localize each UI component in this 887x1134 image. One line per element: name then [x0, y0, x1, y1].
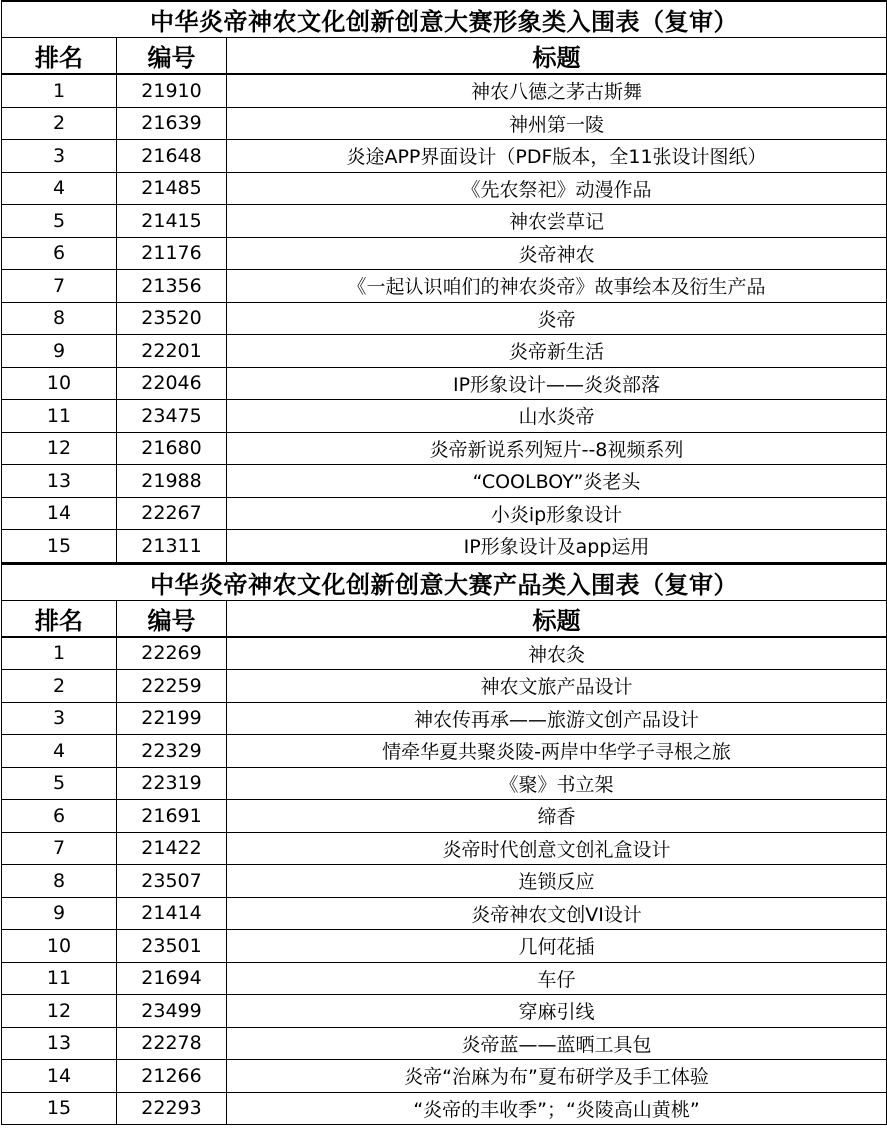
- cell-title: 神农尝草记: [227, 205, 887, 238]
- cell-id: 21415: [117, 205, 227, 238]
- cell-rank: 13: [2, 1027, 117, 1060]
- table-title: 中华炎帝神农文化创新创意大赛产品类入围表（复审）: [2, 564, 887, 601]
- table-row: [2, 1027, 887, 1060]
- table-row: [2, 205, 887, 238]
- table-row: [2, 637, 887, 670]
- image-category-table: [1, 0, 887, 563]
- cell-title: 《聚》书立架: [227, 767, 887, 800]
- cell-title: IP形象设计及app运用: [227, 530, 887, 563]
- cell-rank: 15: [2, 1092, 117, 1125]
- table-row: [2, 497, 887, 530]
- cell-title: “COOLBOY”炎老头: [227, 465, 887, 498]
- cell-title: 神农八德之茅古斯舞: [227, 74, 887, 107]
- table-row: [2, 865, 887, 898]
- product-category-table: [1, 563, 887, 1126]
- cell-title: 炎帝“治麻为布”夏布研学及手工体验: [227, 1060, 887, 1093]
- cell-title: 炎帝蓝——蓝晒工具包: [227, 1027, 887, 1060]
- cell-title: 炎途APP界面设计（PDF版本，全11张设计图纸）: [227, 140, 887, 173]
- cell-rank: 7: [2, 832, 117, 865]
- cell-rank: 1: [2, 637, 117, 670]
- cell-id: 21639: [117, 107, 227, 140]
- table-header-row: [2, 38, 887, 75]
- cell-title: 炎帝: [227, 302, 887, 335]
- cell-id: 23475: [117, 400, 227, 433]
- table-row: [2, 930, 887, 963]
- cell-rank: 4: [2, 172, 117, 205]
- table-row: [2, 237, 887, 270]
- table-header-row: [2, 600, 887, 637]
- cell-rank: 10: [2, 367, 117, 400]
- cell-rank: 6: [2, 237, 117, 270]
- cell-id: 21648: [117, 140, 227, 173]
- table-row: [2, 530, 887, 563]
- cell-title: 车仔: [227, 962, 887, 995]
- cell-title: 炎帝新生活: [227, 335, 887, 368]
- cell-title: 山水炎帝: [227, 400, 887, 433]
- table-row: [2, 1092, 887, 1125]
- header-id: 编号: [117, 38, 227, 75]
- header-id: 编号: [117, 600, 227, 637]
- table-row: [2, 270, 887, 303]
- cell-rank: 3: [2, 702, 117, 735]
- cell-id: 22278: [117, 1027, 227, 1060]
- cell-rank: 12: [2, 995, 117, 1028]
- table-row: [2, 335, 887, 368]
- cell-id: 22201: [117, 335, 227, 368]
- cell-rank: 12: [2, 432, 117, 465]
- cell-title: 《先农祭祀》动漫作品: [227, 172, 887, 205]
- cell-id: 22267: [117, 497, 227, 530]
- cell-id: 23499: [117, 995, 227, 1028]
- cell-rank: 2: [2, 107, 117, 140]
- cell-title: 神农灸: [227, 637, 887, 670]
- table-row: [2, 140, 887, 173]
- table-row: [2, 800, 887, 833]
- cell-id: 21414: [117, 897, 227, 930]
- cell-rank: 13: [2, 465, 117, 498]
- cell-id: 23520: [117, 302, 227, 335]
- table-row: [2, 432, 887, 465]
- cell-id: 22259: [117, 670, 227, 703]
- cell-rank: 5: [2, 767, 117, 800]
- cell-rank: 14: [2, 497, 117, 530]
- header-title: 标题: [227, 600, 887, 637]
- cell-rank: 8: [2, 865, 117, 898]
- cell-id: 22329: [117, 735, 227, 768]
- cell-title: 神农传再承——旅游文创产品设计: [227, 702, 887, 735]
- cell-rank: 11: [2, 962, 117, 995]
- cell-id: 21694: [117, 962, 227, 995]
- cell-id: 21910: [117, 74, 227, 107]
- header-title: 标题: [227, 38, 887, 75]
- cell-title: 连锁反应: [227, 865, 887, 898]
- cell-title: 神农文旅产品设计: [227, 670, 887, 703]
- cell-rank: 9: [2, 335, 117, 368]
- table-row: [2, 735, 887, 768]
- cell-title: 穿麻引线: [227, 995, 887, 1028]
- cell-id: 21356: [117, 270, 227, 303]
- cell-rank: 9: [2, 897, 117, 930]
- cell-rank: 2: [2, 670, 117, 703]
- table-title: 中华炎帝神农文化创新创意大赛形象类入围表（复审）: [2, 1, 887, 38]
- cell-id: 21691: [117, 800, 227, 833]
- cell-id: 21176: [117, 237, 227, 270]
- cell-title: 炎帝新说系列短片--8视频系列: [227, 432, 887, 465]
- cell-id: 21266: [117, 1060, 227, 1093]
- cell-title: “炎帝的丰收季”；“炎陵高山黄桃”: [227, 1092, 887, 1125]
- table-row: [2, 74, 887, 107]
- cell-id: 23507: [117, 865, 227, 898]
- cell-rank: 4: [2, 735, 117, 768]
- cell-id: 21988: [117, 465, 227, 498]
- cell-title: 缔香: [227, 800, 887, 833]
- header-rank: 排名: [2, 600, 117, 637]
- cell-rank: 14: [2, 1060, 117, 1093]
- header-rank: 排名: [2, 38, 117, 75]
- cell-title: 几何花插: [227, 930, 887, 963]
- cell-id: 21680: [117, 432, 227, 465]
- table-row: [2, 995, 887, 1028]
- cell-rank: 6: [2, 800, 117, 833]
- table-row: [2, 897, 887, 930]
- spreadsheet: [1, 0, 886, 1125]
- table-row: [2, 1060, 887, 1093]
- cell-title: 炎帝神农: [227, 237, 887, 270]
- cell-title: 神州第一陵: [227, 107, 887, 140]
- cell-id: 22293: [117, 1092, 227, 1125]
- table-row: [2, 107, 887, 140]
- table-title-row: [2, 564, 887, 601]
- cell-rank: 3: [2, 140, 117, 173]
- table-row: [2, 767, 887, 800]
- cell-title: 情牵华夏共聚炎陵-两岸中华学子寻根之旅: [227, 735, 887, 768]
- cell-title: 炎帝时代创意文创礼盒设计: [227, 832, 887, 865]
- cell-rank: 1: [2, 74, 117, 107]
- cell-title: 炎帝神农文创VI设计: [227, 897, 887, 930]
- cell-rank: 8: [2, 302, 117, 335]
- cell-rank: 5: [2, 205, 117, 238]
- table-row: [2, 367, 887, 400]
- cell-id: 22046: [117, 367, 227, 400]
- table-row: [2, 832, 887, 865]
- cell-title: 《一起认识咱们的神农炎帝》故事绘本及衍生产品: [227, 270, 887, 303]
- table-row: [2, 465, 887, 498]
- table-title-row: [2, 1, 887, 38]
- cell-rank: 7: [2, 270, 117, 303]
- table-row: [2, 172, 887, 205]
- cell-title: 小炎ip形象设计: [227, 497, 887, 530]
- cell-rank: 15: [2, 530, 117, 563]
- cell-rank: 10: [2, 930, 117, 963]
- table-row: [2, 302, 887, 335]
- cell-id: 21485: [117, 172, 227, 205]
- table-row: [2, 400, 887, 433]
- table-row: [2, 702, 887, 735]
- cell-id: 22269: [117, 637, 227, 670]
- cell-rank: 11: [2, 400, 117, 433]
- table-row: [2, 962, 887, 995]
- cell-id: 22199: [117, 702, 227, 735]
- cell-id: 23501: [117, 930, 227, 963]
- table-row: [2, 670, 887, 703]
- cell-id: 22319: [117, 767, 227, 800]
- cell-title: IP形象设计——炎炎部落: [227, 367, 887, 400]
- cell-id: 21422: [117, 832, 227, 865]
- cell-id: 21311: [117, 530, 227, 563]
